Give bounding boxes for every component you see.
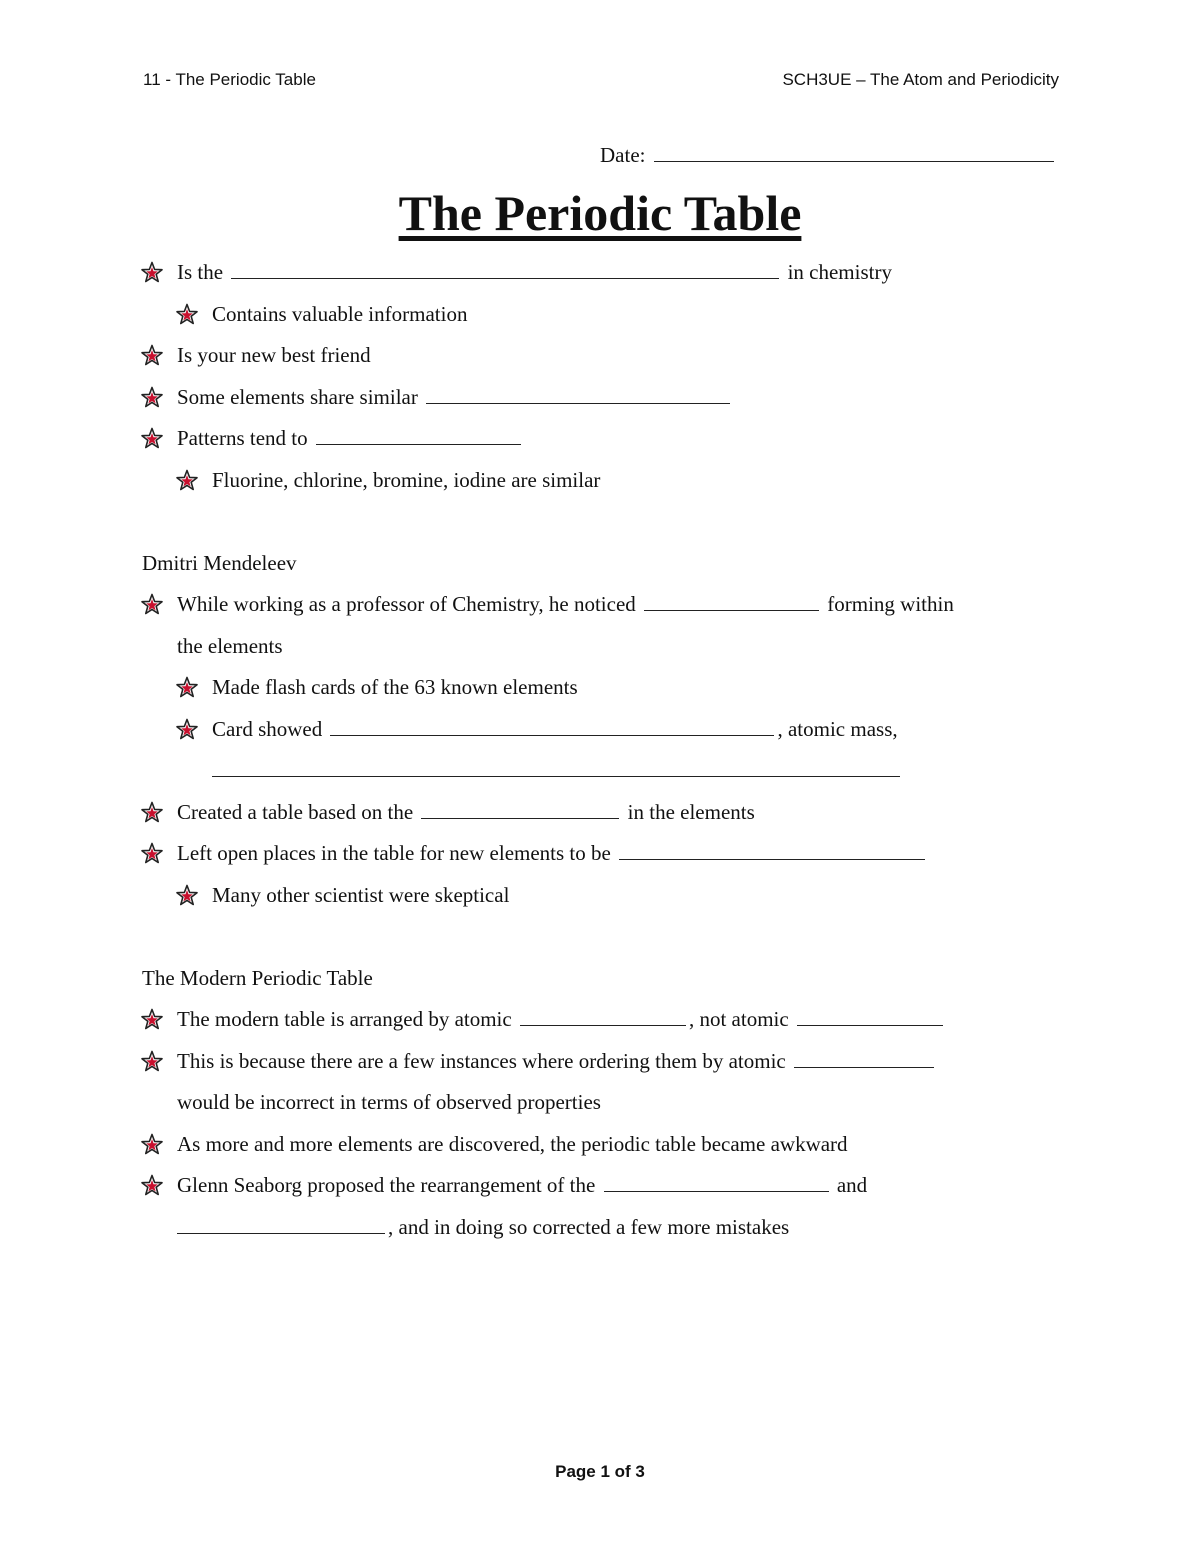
star-bullet-icon [140, 1133, 164, 1157]
fill-blank[interactable] [330, 717, 774, 736]
header-left: 11 - The Periodic Table [143, 70, 316, 89]
section-heading: The Modern Periodic Table [142, 965, 373, 990]
section-heading: Dmitri Mendeleev [142, 550, 297, 575]
bullet-item [140, 792, 1070, 834]
bullet-text: in chemistry [787, 260, 892, 284]
fill-blank[interactable] [426, 385, 730, 404]
page-number: Page 1 of 3 [555, 1462, 645, 1481]
bullet-item [140, 833, 1070, 875]
bullet-text: Created a table based on the [177, 799, 414, 824]
bullet-text: Patterns tend to [177, 426, 308, 450]
fill-blank[interactable] [520, 1007, 686, 1026]
bullet-text: Left open places in the table for new elements to be [177, 841, 611, 865]
fill-blank[interactable] [619, 841, 925, 860]
fill-blank[interactable] [231, 260, 779, 279]
worksheet-body [140, 252, 1070, 1248]
sub-bullet-item [140, 294, 1070, 336]
bullet-item [140, 335, 1070, 377]
date-label: Date: [600, 143, 646, 167]
star-bullet-icon [140, 427, 164, 451]
bullet-text: , and in doing so corrected a few more mistakes [388, 1214, 790, 1239]
star-bullet-icon [140, 842, 164, 866]
bullet-continuation: the elements [177, 633, 283, 658]
fill-blank[interactable] [212, 758, 900, 777]
fill-blank[interactable] [604, 1173, 829, 1192]
bullet-text: Is your new best friend [177, 343, 371, 367]
star-bullet-icon [175, 469, 199, 493]
bullet-text: Contains valuable information [212, 301, 468, 326]
bullet-text: forming within [827, 592, 954, 616]
bullet-text: and [836, 1173, 868, 1197]
star-bullet-icon [140, 1050, 164, 1074]
bullet-text: , not atomic [688, 1007, 789, 1031]
bullet-text: Made flash cards of the 63 known elements [212, 675, 578, 699]
bullet-item [140, 999, 1070, 1041]
fill-blank[interactable] [797, 1007, 943, 1026]
fill-blank[interactable] [794, 1049, 934, 1068]
bullet-item [140, 1041, 1070, 1083]
sub-bullet-item [140, 875, 1070, 917]
bullet-text: The modern table is arranged by atomic [177, 1007, 512, 1031]
bullet-text: Card showed [212, 716, 323, 741]
bullet-continuation: would be incorrect in terms of observed properties [177, 1090, 601, 1114]
bullet-text: , atomic mass, [777, 716, 898, 741]
bullet-text: Fluorine, chlorine, bromine, iodine are similar [212, 467, 601, 492]
star-bullet-icon [140, 261, 164, 285]
star-bullet-icon [175, 676, 199, 700]
bullet-text: This is because there are a few instances where ordering them by atomic [177, 1048, 786, 1073]
bullet-text: Many other scientist were skeptical [212, 882, 510, 907]
star-bullet-icon [175, 303, 199, 327]
bullet-text: While working as a professor of Chemistry, he noticed [177, 592, 636, 616]
star-bullet-icon [140, 386, 164, 410]
bullet-item [140, 584, 1070, 626]
bullet-text: Is the [177, 260, 224, 284]
bullet-text: in the elements [627, 799, 755, 824]
sub-bullet-item [140, 460, 1070, 502]
header-right: SCH3UE – The Atom and Periodicity [782, 70, 1059, 89]
star-bullet-icon [140, 1008, 164, 1032]
bullet-item [140, 377, 1070, 419]
fill-blank[interactable] [316, 426, 521, 445]
bullet-item [140, 252, 1070, 294]
star-bullet-icon [175, 718, 199, 742]
star-bullet-icon [175, 884, 199, 908]
star-bullet-icon [140, 1174, 164, 1198]
bullet-text: Glenn Seaborg proposed the rearrangement of the [177, 1173, 596, 1197]
bullet-continuation [140, 1207, 1070, 1249]
sub-bullet-item [140, 709, 1070, 751]
star-bullet-icon [140, 344, 164, 368]
bullet-text: As more and more elements are discovered, the periodic table became awkward [177, 1131, 848, 1156]
date-line [600, 143, 1057, 168]
star-bullet-icon [140, 801, 164, 825]
date-blank[interactable] [654, 143, 1054, 162]
sub-bullet-item [140, 667, 1070, 709]
star-bullet-icon [140, 593, 164, 617]
bullet-item [140, 1165, 1070, 1207]
fill-blank[interactable] [177, 1215, 385, 1234]
page-title: The Periodic Table [398, 185, 802, 241]
fill-blank[interactable] [421, 800, 619, 819]
fill-blank[interactable] [644, 592, 819, 611]
bullet-item [140, 418, 1070, 460]
bullet-continuation [140, 750, 1070, 792]
bullet-item [140, 1124, 1070, 1166]
bullet-text: Some elements share similar [177, 384, 418, 409]
